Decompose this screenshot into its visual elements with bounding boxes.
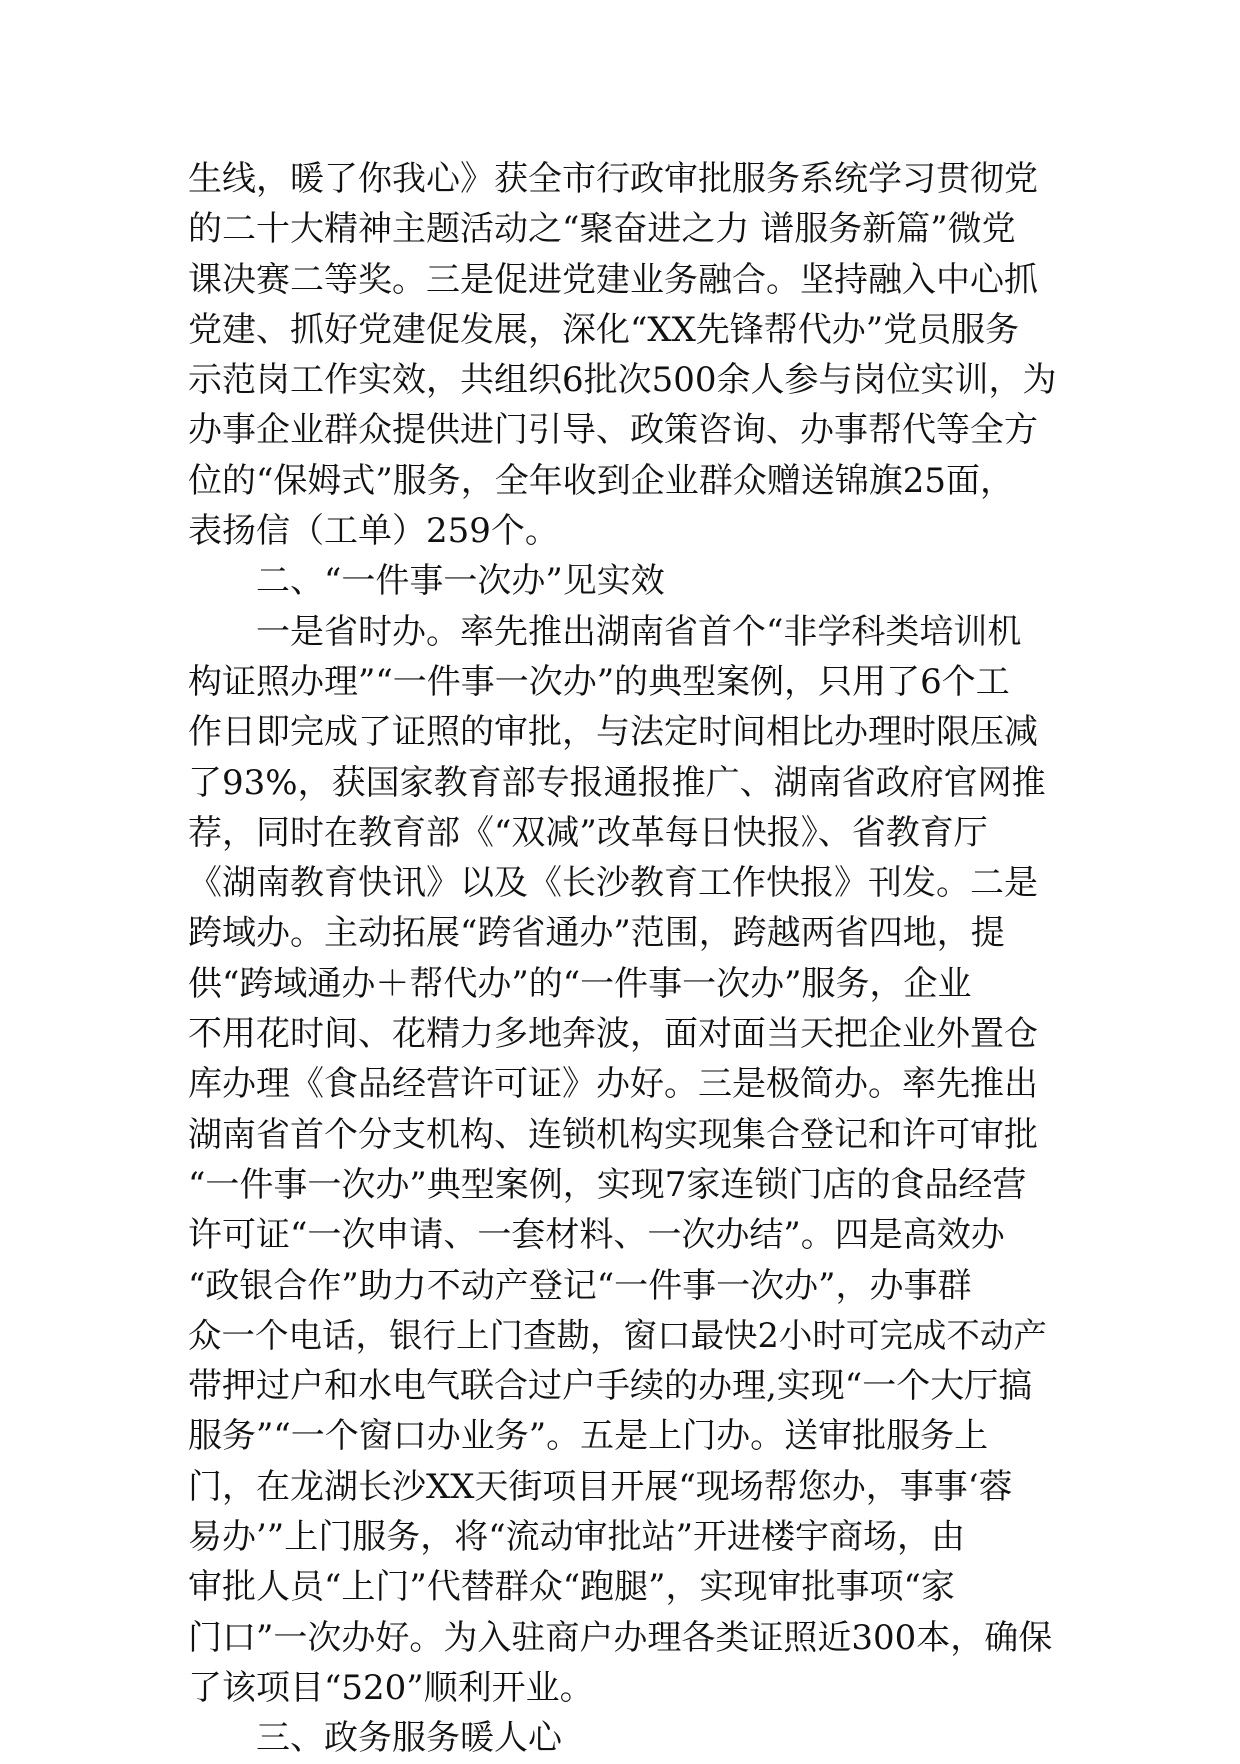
body-text-line: 跨域办。主动拓展“跨省通办”范围，跨越两省四地，提 (188, 913, 1005, 954)
body-text-line: 构证照办理”“一件事一次办”的典型案例，只用了6个工 (188, 661, 1010, 702)
body-text-line: 了该项目“520”顺利开业。 (188, 1667, 594, 1708)
body-text-line: 库办理《食品经营许可证》办好。三是极简办。率先推出 (188, 1064, 1038, 1105)
body-text-line: 作日即完成了证照的审批，与法定时间相比办理时限压减 (188, 712, 1038, 753)
body-text-line: 位的“保姆式”服务，全年收到企业群众赠送锦旗25面， (188, 460, 1015, 501)
body-text-line: 课决赛二等奖。三是促进党建业务融合。坚持融入中心抓 (188, 259, 1038, 300)
body-text-line: 表扬信（工单）259个。 (188, 511, 559, 552)
body-text-line: 众一个电话，银行上门查勘，窗口最快2小时可完成不动产 (188, 1315, 1047, 1355)
body-text-line: 许可证“一次申请、一套材料、一次办结”。四是高效办 (188, 1215, 1005, 1256)
body-text-line: “政银合作”助力不动产登记“一件事一次办”，办事群 (188, 1265, 972, 1306)
body-text-line: 党建、抓好党建促发展，深化“XX先锋帮代办”党员服务 (188, 309, 1020, 350)
body-text-line: 办事企业群众提供进门引导、政策咨询、办事帮代等全方 (188, 410, 1038, 451)
body-text-line: 一是省时办。率先推出湖南省首个“非学科类培训机 (256, 611, 1022, 652)
body-text-line: 服务”“一个窗口办业务”。五是上门办。送审批服务上 (188, 1416, 989, 1457)
body-text-line: 带押过户和水电气联合过户手续的办理,实现“一个大厅搞 (188, 1366, 1033, 1407)
body-text-line: 门口”一次办好。为入驻商户办理各类证照近300本，确保 (188, 1617, 1053, 1658)
body-text-line: 荐，同时在教育部《“双减”改革每日快报》、省教育厅 (188, 812, 988, 853)
body-text-line: 易办’”上门服务，将“流动审批站”开进楼宇商场，由 (188, 1517, 965, 1558)
body-text-line: 生线，暖了你我心》获全市行政审批服务系统学习贯彻党 (188, 159, 1038, 199)
body-text-line: 不用花时间、花精力多地奔波，面对面当天把企业外置仓 (188, 1014, 1038, 1055)
body-text-line: 供“跨域通办＋帮代办”的“一件事一次办”服务，企业 (188, 963, 972, 1004)
section-heading: 二、“一件事一次办”见实效 (256, 561, 665, 602)
body-text-line: 了93%，获国家教育部专报通报推广、湖南省政府官网推 (188, 762, 1046, 803)
body-text-line: 审批人员“上门”代替群众“跑腿”，实现审批事项“家 (188, 1567, 955, 1608)
section-heading: 三、政务服务暖人心 (256, 1718, 562, 1759)
body-text-line: 《湖南教育快讯》以及《长沙教育工作快报》刊发。二是 (188, 863, 1038, 904)
body-text-line: 湖南省首个分支机构、连锁机构实现集合登记和许可审批 (188, 1114, 1038, 1155)
document-body (188, 154, 1058, 1764)
body-text-line: 示范岗工作实效，共组织6批次500余人参与岗位实训，为 (188, 360, 1057, 401)
body-text-line: 的二十大精神主题活动之“聚奋进之力 谱服务新篇”微党 (188, 209, 1016, 250)
body-text-line: 门，在龙湖长沙XX天街项目开展“现场帮您办，事事‘蓉 (188, 1466, 1013, 1507)
body-text-line: “一件事一次办”典型案例，实现7家连锁门店的食品经营 (188, 1164, 1027, 1205)
